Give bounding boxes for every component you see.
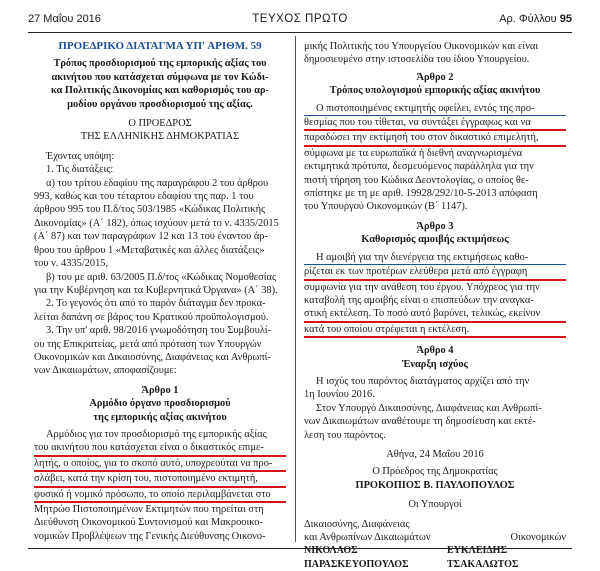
article-3-text: Η αμοιβή για την διενέργεια της εκτιμήσεως καθο- ρίζεται εκ των προτέρων ελεύθερα μετά από έγγραφη συμφωνία για την ανάθεση του έργου. Υπόχρεος για την καταβολή της αμοιβής είναι ο επισπεύδων την αναγκα- στική εκτέλεση. Το ποσό αυτό βαρύνει, τελικώς, εκείνον κατά του οποίου στρέφεται η εκτέλεση.: [304, 251, 566, 338]
article-2-title: Άρθρο 2: [416, 71, 454, 83]
decree-title: ΠΡΟΕΔΡΙΚΟ ΔΙΑΤΑΓΜΑ ΥΠ' ΑΡΙΘΜ. 59: [58, 40, 262, 52]
sheet-number: 95: [559, 13, 572, 25]
paragraph-1a: α) του τρίτου εδαφίου της παραγράφου 2 του άρθρου 993, καθώς και του τέταρτου εδαφίου της παρ. 1 του άρθρου 995 του Π.δ/τος 503/1985 «Κώδικας Πολιτικής Δικονομίας» (Α΄ 182), όπως ισχύουν μετά το ν. 4335/2015 (Α΄ 87) και των παραγράφων 12 και 13 του έναντου άρ- θρου του άρθρου 1 «Μεταβατικές και άλλες διατάξεις» του ν. 4335/2015,: [34, 177, 279, 270]
article-3-heading: Καθορισμός αμοιβής εκτιμήσεως: [361, 234, 509, 246]
president-heading-1: Ο ΠΡΟΕΔΡΟΣ: [128, 118, 192, 130]
header-rule: [28, 32, 572, 33]
paragraph-3: 3. Την υπ' αριθ. 98/2016 γνωμοδότηση του Συμβουλί- ου της Επικρατείας, μετά από πρόταση των Υπουργών Οικονομικών και Δικαιοσύνης, Διαφάνειας και Ανθρωπί- νων Δικαιωμάτων, αποφασίζουμε:: [34, 325, 272, 377]
minister-2-title: Οικονομικών: [510, 531, 566, 543]
ministers-label: Οι Υπουργοί: [408, 499, 462, 511]
header-sheet: [499, 13, 572, 25]
column-divider: [295, 36, 296, 542]
minister-titles: [304, 518, 566, 545]
decree-subject: Τρόπος προσδιορισμού της εμπορικής αξίας του ακινήτου που κατάσχεται σύμφωνα με τον Κώδι- κα Πολιτικής Δικονομίας και καθορισμός του αρ- μοδίου οργάνου προσδιορισμού της αξίας.: [51, 58, 269, 110]
minister-1-name: ΝΙΚΟΛΑΟΣ ΠΑΡΑΣΚΕΥΟΠΟΥΛΟΣ: [304, 545, 409, 570]
header-date: 27 Μαΐου 2016: [28, 13, 101, 25]
right-column: [304, 40, 566, 571]
paragraph-1: 1. Τις διατάξεις:: [46, 164, 114, 176]
president-heading-2: ΤΗΣ ΕΛΛΗΝΙΚΗΣ ΔΗΜΟΚΡΑΤΙΑΣ: [80, 131, 240, 143]
article-4-text: Η ισχύς του παρόντος διατάγματος αρχίζει από την 1η Ιουνίου 2016.: [304, 375, 530, 401]
minister-1-title-2: και Ανθρωπίνων Δικαιωμάτων: [304, 532, 431, 543]
article-2-text: Ο πιστοποιημένος εκτιμητής οφείλει, εντός της προ- θεσμίας που του τίθεται, να συντάξει έγγραφως και να παραδώσει την εκτίμησή του στον δικαστικό επιμελητή, σύμφωνα με τα ευρωπαϊκά ή διεθνή αναγνωρισμένα εκτιμητικά πρότυπα, δεσμευόμενος παράλληλα για την πιστή τήρηση του Κώδικα Δεοντολογίας, ο οποίος θε- σπίστηκε με τη με αριθ. 19928/292/10-5-2013 απόφαση του Υπουργού Οικονομικών (Β΄ 1147).: [304, 102, 566, 214]
article-4-heading: Έναρξη ισχύος: [402, 358, 468, 370]
right-intro: μικής Πολιτικής του Υπουργείου Οικονομικών και είναι δημοσιευμένο στην ιστοσελίδα του ίδιου Υπουργείου.: [304, 41, 539, 66]
considering: Έχοντας υπόψη:: [46, 150, 115, 162]
article-1-text: Αρμόδιος για τον προσδιορισμό της εμπορικής αξίας του ακινήτου που κατάσχεται είναι ο δικαστικός επιμε- λητής, ο οποίος, για το σκοπό αυτό, υποχρεούται να προ- σλάβει, κατά την κρίση του, πιστοποιημένο εκτιμητή, φυσικό ή νομικό πρόσωπο, το οποίο περιλαμβάνεται στο Μητρώο Πιστοποιημένων Εκτιμητών που τηρείται στη Διεύθυνση Οικονομικού Συντονισμού και Μακροοικο- νομικών Προβλέψεων της Γενικής Διεύθυνσης Οικονο-: [34, 428, 286, 543]
page-header: [28, 8, 572, 30]
article-1-title: Άρθρο 1: [141, 384, 179, 396]
president-title: Ο Πρόεδρος της Δημοκρατίας: [372, 466, 498, 478]
article-1-heading-1: Αρμόδιο όργανο προσδιορισμού: [89, 398, 231, 410]
paragraph-2: 2. Το γεγονός ότι από το παρόν διάταγμα δεν προκα- λείται δαπάνη σε βάρος του Κρατικού προϋπολογισμού.: [34, 298, 269, 323]
header-issue: ΤΕΥΧΟΣ ΠΡΩΤΟ: [252, 13, 348, 25]
left-column: [34, 40, 286, 543]
sheet-label: Αρ. Φύλλου: [499, 13, 557, 25]
article-1-heading-2: της εμπορικής αξίας ακινήτου: [93, 411, 227, 423]
article-2-heading: Τρόπος υπολογισμού εμπορικής αξίας ακινήτου: [329, 85, 541, 97]
president-name: ΠΡΟΚΟΠΙΟΣ Β. ΠΑΥΛΟΠΟΥΛΟΣ: [355, 479, 515, 491]
place-date: Αθήνα, 24 Μαΐου 2016: [386, 448, 484, 460]
article-4-title: Άρθρο 4: [416, 345, 454, 357]
minister-1-title-1: Δικαιοσύνης, Διαφάνειας: [304, 518, 410, 530]
minister-2-name: ΕΥΚΛΕΙΔΗΣ ΤΣΑΚΑΛΩΤΟΣ: [447, 545, 519, 570]
paragraph-1b: β) του με αριθ. 63/2005 Π.δ/τος «Κώδικας Νομοθεσίας για την Κυβέρνηση και τα Κυβερνητικά Όργανα» (Α΄ 38).: [34, 271, 278, 296]
article-3-title: Άρθρο 3: [416, 220, 454, 232]
footer-rule: [28, 548, 572, 549]
minister-text: Στον Υπουργό Δικαιοσύνης, Διαφάνειας και Ανθρωπί- νων Δικαιωμάτων αναθέτουμε τη δημοσίευση και εκτέ- λεση του παρόντος.: [304, 402, 542, 441]
